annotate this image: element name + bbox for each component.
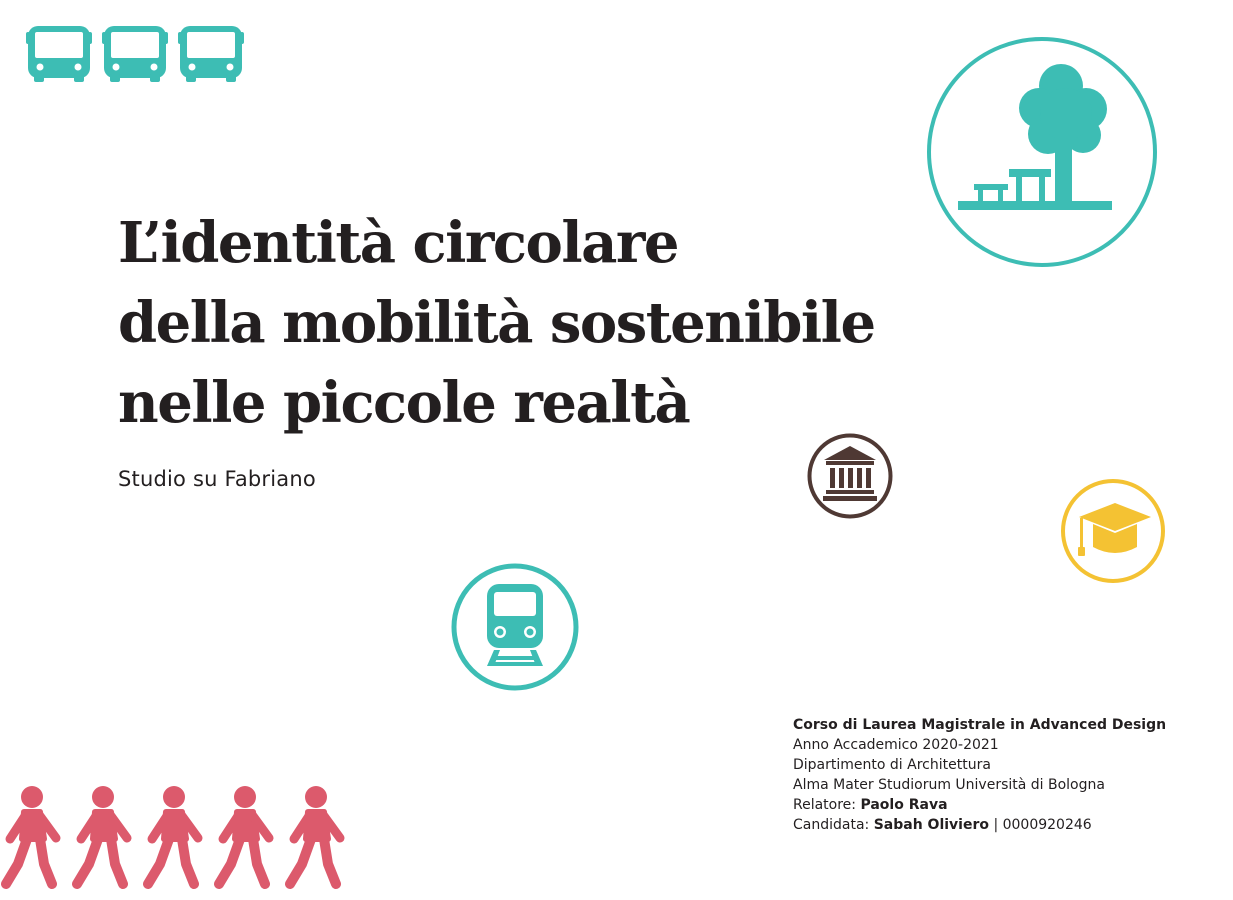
department: Dipartimento di Architettura bbox=[793, 757, 991, 773]
graduation-cap-icon bbox=[1059, 477, 1167, 585]
supervisor-label: Relatore: bbox=[793, 797, 861, 813]
walking-person-icon bbox=[6, 786, 56, 884]
title-line-1: L’identità circolare bbox=[118, 210, 679, 276]
walking-person-icon bbox=[219, 786, 269, 884]
bus-icons-row bbox=[26, 18, 246, 84]
credits-block bbox=[793, 715, 1166, 835]
academic-year: Anno Accademico 2020-2021 bbox=[793, 737, 999, 753]
walking-person-icon bbox=[77, 786, 127, 884]
university: Alma Mater Studiorum Università di Bologna bbox=[793, 777, 1105, 793]
walking-people-row bbox=[0, 784, 360, 894]
park-tree-icon bbox=[926, 36, 1158, 268]
supervisor-name: Paolo Rava bbox=[860, 797, 948, 813]
candidate-label: Candidata: bbox=[793, 817, 874, 833]
title-line-2: della mobilità sostenibile bbox=[118, 290, 875, 356]
bus-icon bbox=[102, 26, 168, 82]
page-title bbox=[118, 203, 918, 443]
course-name: Corso di Laurea Magistrale in Advanced Design bbox=[793, 717, 1167, 733]
walking-person-icon bbox=[148, 786, 198, 884]
candidate-id: | 0000920246 bbox=[989, 817, 1092, 833]
candidate-line bbox=[793, 815, 1166, 835]
bus-icon bbox=[26, 26, 92, 82]
candidate-name: Sabah Oliviero bbox=[873, 817, 989, 833]
page-subtitle: Studio su Fabriano bbox=[118, 467, 316, 491]
walking-person-icon bbox=[290, 786, 340, 884]
bus-icon bbox=[178, 26, 244, 82]
train-icon bbox=[450, 562, 580, 692]
museum-icon bbox=[806, 432, 894, 520]
supervisor-line bbox=[793, 795, 1166, 815]
title-line-3: nelle piccole realtà bbox=[118, 370, 690, 436]
